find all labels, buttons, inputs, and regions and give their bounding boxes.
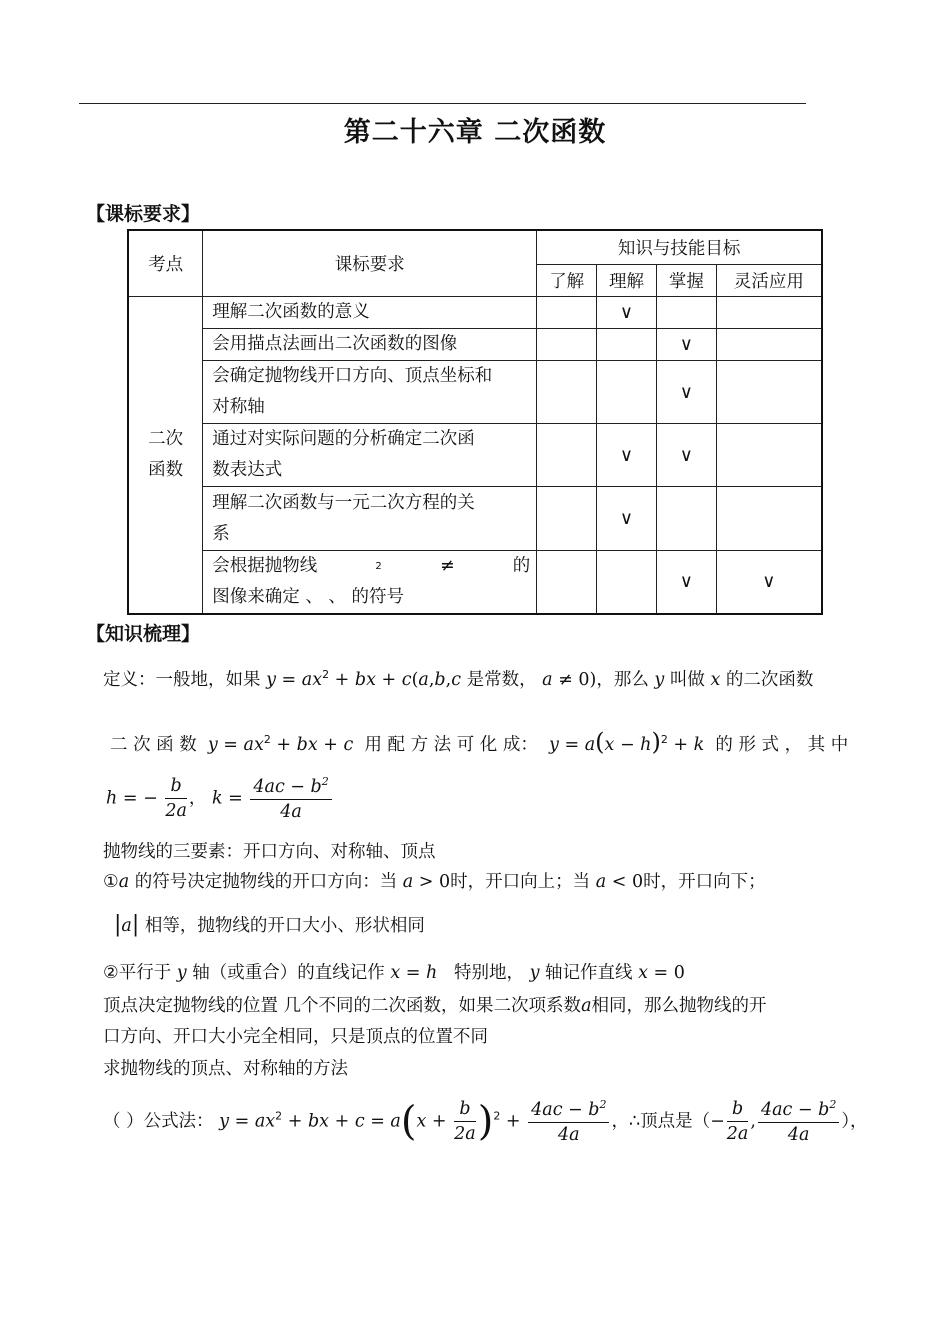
mark-cell: [716, 424, 822, 487]
circled-one: ①: [103, 872, 119, 892]
p1-text-3: 时，开口向下；: [643, 872, 766, 892]
vf-text-1: 二 次 函 数: [110, 735, 197, 755]
vertex-position-line-2: 口方向、开口大小完全相同，只是顶点的位置不同: [103, 1027, 488, 1047]
mark-cell: [537, 424, 597, 487]
table-row-requirement: [203, 361, 537, 424]
mark-cell: [537, 328, 597, 360]
vf-text-2: 用 配 方 法 可 化 成：: [364, 735, 538, 755]
page-title: 第二十六章 二次函数: [343, 117, 607, 148]
f-text-2: ，∴顶点是（: [611, 1111, 711, 1132]
mark-cell: ∨: [656, 361, 716, 424]
mark-cell: [597, 550, 657, 614]
table-row-requirement: [203, 424, 537, 487]
abs-a-text: 相等，抛物线的开口大小、形状相同: [144, 916, 425, 936]
section-heading-knowledge: 【知识梳理】: [86, 623, 201, 645]
mark-cell: [597, 328, 657, 360]
req-line-1: 理解二次函数与一元二次方程的关: [212, 492, 475, 513]
mark-cell: [537, 487, 597, 550]
fraction: $\frac{4ac - b^2}{4a}$: [758, 1098, 839, 1145]
vtx-text-2: 相同，那么抛物线的开: [591, 996, 767, 1016]
method-heading: 求抛物线的顶点、对称轴的方法: [103, 1059, 348, 1079]
header-point: 考点: [128, 230, 203, 296]
f-text-1: （ ）公式法：: [103, 1111, 214, 1132]
p2-text-1: ②平行于: [103, 963, 172, 983]
req-line-1: 会根据抛物线: [212, 555, 318, 576]
p1-text-1: 的符号决定抛物线的开口方向：当: [134, 872, 398, 892]
fraction: $\frac{4ac - b^2}{4a}$: [250, 775, 331, 822]
level-comprehend: 理解: [597, 264, 657, 296]
req-line-2: 图像来确定 、 、 的符号: [212, 586, 404, 607]
p1-text-2: 时，开口向上；当: [450, 872, 591, 892]
point-two: ②平行于 y 轴（或重合）的直线记作 x = h 特别地， y 轴记作直线 x = 0: [103, 963, 685, 983]
vtx-text-1: 顶点决定抛物线的位置 几个不同的二次函数，如果二次项系数: [103, 996, 582, 1016]
mark-cell: [537, 550, 597, 614]
mark-cell: ∨: [597, 487, 657, 550]
mark-cell: ∨: [656, 550, 716, 614]
hk-formula: h = − $\frac{b}{2a}$ ， k = $\frac{4ac - b^2}{4a}$: [106, 775, 334, 822]
level-apply: 灵活应用: [716, 264, 822, 296]
mark-cell: ∨: [656, 328, 716, 360]
mark-cell: ∨: [597, 424, 657, 487]
mark-cell: ∨: [656, 424, 716, 487]
p2-text-3: 特别地，: [453, 963, 524, 983]
level-master: 掌握: [656, 264, 716, 296]
abs-a-line: |a| 相等，抛物线的开口大小、形状相同: [114, 912, 425, 937]
mark-cell: [656, 487, 716, 550]
req-line-2: 对称轴: [212, 397, 265, 418]
vf-text-3: 的 形 式 ， 其 中: [715, 735, 849, 755]
topic-line-1: 二次: [148, 428, 184, 449]
superscript-two: 2: [375, 560, 382, 572]
mark-cell: [716, 296, 822, 328]
mark-cell: [537, 361, 597, 424]
mark-cell: [656, 296, 716, 328]
mark-cell: ∨: [716, 550, 822, 614]
vertex-position-line: 顶点决定抛物线的位置 几个不同的二次函数，如果二次项系数a相同，那么抛物线的开: [103, 996, 767, 1016]
req-line-1: 通过对实际问题的分析确定二次函: [212, 429, 475, 450]
mark-cell: ∨: [597, 296, 657, 328]
mark-cell: [716, 361, 822, 424]
def-text-4: 叫做: [669, 670, 705, 690]
req-line-end: 的: [512, 555, 531, 576]
table-row-requirement: 会用描点法画出二次函数的图像: [203, 328, 537, 360]
mark-cell: [716, 487, 822, 550]
vertex-form-line: 二 次 函 数 $y = ax^2$ + bx + c 用 配 方 法 可 化 成： $y = a(x - h)^2 + k$ 的 形 式 ， 其 中: [110, 728, 849, 756]
f-text-3: ），: [841, 1111, 868, 1132]
mark-cell: [716, 328, 822, 360]
req-line-2: 系: [212, 523, 230, 544]
p2-text-2: 轴（或重合）的直线记作: [192, 963, 385, 983]
mark-cell: [597, 361, 657, 424]
fraction: $\frac{b}{2a}$: [726, 1098, 749, 1144]
topic-line-2: 函数: [148, 459, 184, 480]
fraction: $\frac{b}{2a}$: [454, 1098, 476, 1144]
def-text-3: ，那么: [596, 670, 649, 690]
three-elements: 抛物线的三要素：开口方向、对称轴、顶点: [103, 842, 436, 862]
header-requirement: 课标要求: [203, 230, 537, 296]
table-row-requirement: 理解二次函数的意义: [203, 296, 537, 328]
table-row-requirement: [203, 487, 537, 550]
def-text-2: 是常数，: [466, 670, 537, 690]
fraction: $\frac{4ac - b^2}{4a}$: [528, 1098, 609, 1145]
formula-general: y: [266, 670, 276, 690]
def-text-5: 的二次函数: [725, 670, 814, 690]
header-goal: 知识与技能目标: [537, 230, 822, 264]
table-row-requirement: [203, 550, 537, 614]
formula-method-line: （ ）公式法： $y = ax^2$ + bx + c = a(x + $\frac{b}{2a}$ )$^2$ + $\frac{4ac - b^2}{4a}$ ，∴顶点是（− $\frac{b}{2a}$ , $\frac{4ac - b^2}{4a}$ ），: [103, 1098, 868, 1145]
fraction: $\frac{b}{2a}$: [165, 775, 187, 821]
topic-cell: [128, 296, 203, 614]
p2-text-4: 轴记作直线: [545, 963, 633, 983]
section-heading-standards: 【课标要求】: [86, 203, 201, 225]
mark-cell: [537, 296, 597, 328]
definition-line: 定义：一般地，如果 $y = ax^2$ + bx + c(a,b,c 是常数， a ≠ 0)，那么 y 叫做 x 的二次函数: [103, 668, 814, 690]
point-one: ①a 的符号决定抛物线的开口方向：当 a > 0时，开口向上；当 a < 0时，开口向下；: [103, 872, 766, 892]
not-equal-sign: ≠: [439, 555, 455, 576]
req-line-2: 数表达式: [212, 460, 283, 481]
level-understand: 了解: [537, 264, 597, 296]
standards-table: [127, 229, 823, 615]
header-rule: [79, 103, 806, 104]
def-text-1: 定义：一般地，如果: [103, 670, 261, 690]
req-line-1: 会确定抛物线开口方向、顶点坐标和: [212, 366, 493, 387]
